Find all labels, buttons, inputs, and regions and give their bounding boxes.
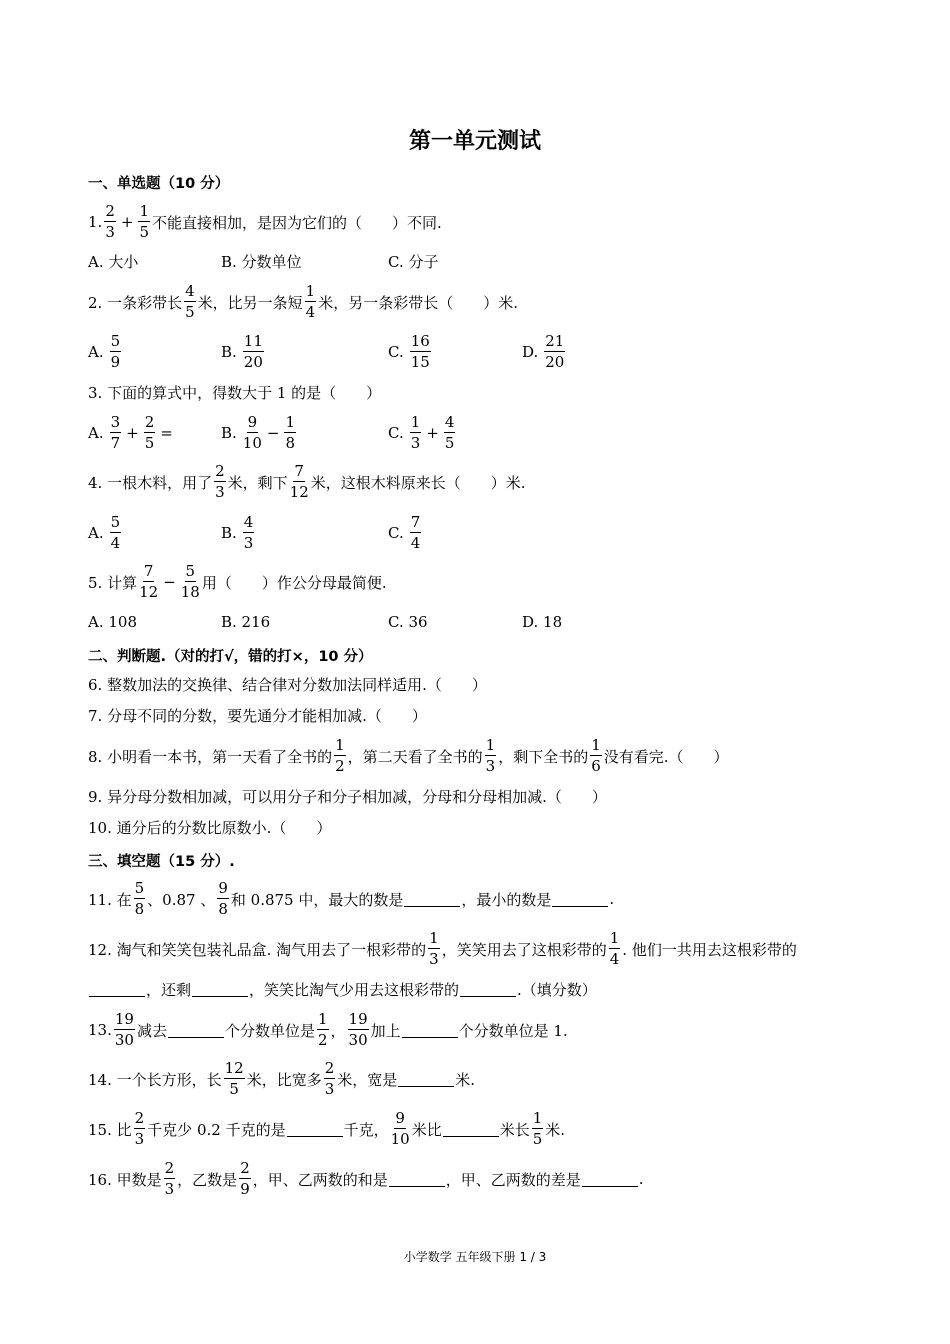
question-6: 6. 整数加法的交换律、结合律对分数加法同样适用.（ ） xyxy=(88,675,487,694)
q2-text: 2. 一条彩带长 xyxy=(88,293,183,312)
fraction: $\frac{1}{5}$ xyxy=(139,202,149,241)
q2-text: 米，另一条彩带长（ ）米. xyxy=(318,293,518,312)
question-5: 5. 计算 $\frac{7}{12}$ − $\frac{5}{18}$ 用（ ）作公分母最简便. xyxy=(88,562,387,601)
option-c: C. $\frac{16}{15}$ xyxy=(388,332,430,371)
question-12: 12. 淘气和笑笑包装礼品盒. 淘气用去了一根彩带的 $\frac{1}{3}$ ，笑笑用去了这根彩带的 $\frac{1}{4}$ . 他们一共用去这根彩带的 xyxy=(88,929,797,968)
page-title: 第一单元测试 xyxy=(408,129,541,154)
answer-blank[interactable] xyxy=(552,892,608,907)
option-a: A. $\frac{5}{4}$ xyxy=(88,513,121,552)
question-11: 11. 在 $\frac{5}{8}$ 、0.87 、 $\frac{9}{8}$ 和 0.875 中，最大的数是 ，最小的数是 . xyxy=(88,879,615,918)
question-3: 3. 下面的算式中，得数大于 1 的是（ ） xyxy=(88,383,382,402)
option-c: C. $\frac{7}{4}$ xyxy=(388,513,421,552)
section-heading-true-false: 二、判断题.（对的打√，错的打×，10 分） xyxy=(88,649,373,665)
answer-blank[interactable] xyxy=(404,892,460,907)
option-b: B. $\frac{9}{10}$ − $\frac{1}{8}$ xyxy=(221,413,296,452)
option-c: C. $\frac{1}{3}$ + $\frac{4}{5}$ xyxy=(388,413,455,452)
option-a: A. $\frac{3}{7}$ + $\frac{2}{5}$ = xyxy=(88,413,173,452)
question-13: 13. $\frac{19}{30}$ 减去 个分数单位是 $\frac{1}{2}$ ， $\frac{19}{30}$ 加上 个分数单位是 1. xyxy=(88,1010,568,1049)
answer-blank[interactable] xyxy=(443,1122,499,1137)
option-d: D. 18 xyxy=(522,613,563,631)
operator: + xyxy=(120,213,134,231)
question-10: 10. 通分后的分数比原数小.（ ） xyxy=(88,818,332,837)
question-9: 9. 异分母分数相加减，可以用分子和分子相加减，分母和分母相加减.（ ） xyxy=(88,787,607,806)
answer-blank[interactable] xyxy=(89,982,145,997)
fraction: $\frac{1}{4}$ xyxy=(305,282,316,321)
question-16: 16. 甲数是 $\frac{2}{3}$ ，乙数是 $\frac{2}{9}$ ，甲、乙两数的和是 ，甲、乙两数的差是 . xyxy=(88,1159,644,1198)
question-2 xyxy=(88,280,518,324)
answer-blank[interactable] xyxy=(582,1172,638,1187)
question-8: 8. 小明看一本书，第一天看了全书的 $\frac{1}{2}$ ，第二天看了全书的 $\frac{1}{3}$ ，剩下全书的 $\frac{1}{6}$ 没有看完.（ ） xyxy=(88,736,729,775)
option-a: A. 大小 xyxy=(88,252,139,271)
answer-blank[interactable] xyxy=(287,1122,343,1137)
fraction: $\frac{4}{5}$ xyxy=(185,282,195,321)
section-heading-single-choice: 一、单选题（10 分） xyxy=(88,176,230,192)
q1-text: 不能直接相加，是因为它们的（ ）不同. xyxy=(151,213,442,232)
option-c: C. 分子 xyxy=(388,252,439,271)
option-a: A. 108 xyxy=(88,613,137,631)
answer-blank[interactable] xyxy=(460,982,516,997)
option-c: C. 36 xyxy=(388,613,428,631)
option-a: A. $\frac{5}{9}$ xyxy=(88,332,121,371)
q2-text: 米，比另一条短 xyxy=(197,293,303,312)
answer-blank[interactable] xyxy=(192,982,248,997)
fraction: $\frac{2}{3}$ xyxy=(105,202,115,241)
question-7: 7. 分母不同的分数，要先通分才能相加减.（ ） xyxy=(88,706,427,725)
option-b: B. 分数单位 xyxy=(221,252,302,271)
section-heading-fill-blank: 三、填空题（15 分）. xyxy=(88,854,235,870)
question-4: 4. 一根木料，用了 $\frac{2}{3}$ 米，剩下 $\frac{7}{12}$ 米，这根木料原来长（ ）米. xyxy=(88,462,526,501)
option-d: D. $\frac{21}{20}$ xyxy=(522,332,565,371)
question-12-cont: ，还剩 ，笑笑比淘气少用去这根彩带的 .（填分数） xyxy=(88,967,597,1011)
q1-number: 1. xyxy=(88,213,103,231)
option-b: B. 216 xyxy=(221,613,271,631)
question-14: 14. 一个长方形，长 $\frac{12}{5}$ 米，比宽多 $\frac{2}{3}$ 米，宽是 米. xyxy=(88,1059,476,1098)
question-15: 15. 比 $\frac{2}{3}$ 千克少 0.2 千克的是 千克， $\frac{9}{10}$ 米比 米长 $\frac{1}{5}$ 米. xyxy=(88,1109,566,1148)
answer-blank[interactable] xyxy=(389,1172,445,1187)
answer-blank[interactable] xyxy=(402,1023,458,1038)
answer-blank[interactable] xyxy=(168,1023,224,1038)
question-1 xyxy=(88,200,442,244)
page-footer: 小学数学 五年级下册 1 / 3 xyxy=(403,1250,547,1264)
answer-blank[interactable] xyxy=(398,1072,454,1087)
option-b: B. $\frac{4}{3}$ xyxy=(221,513,254,552)
option-b: B. $\frac{11}{20}$ xyxy=(221,332,263,371)
